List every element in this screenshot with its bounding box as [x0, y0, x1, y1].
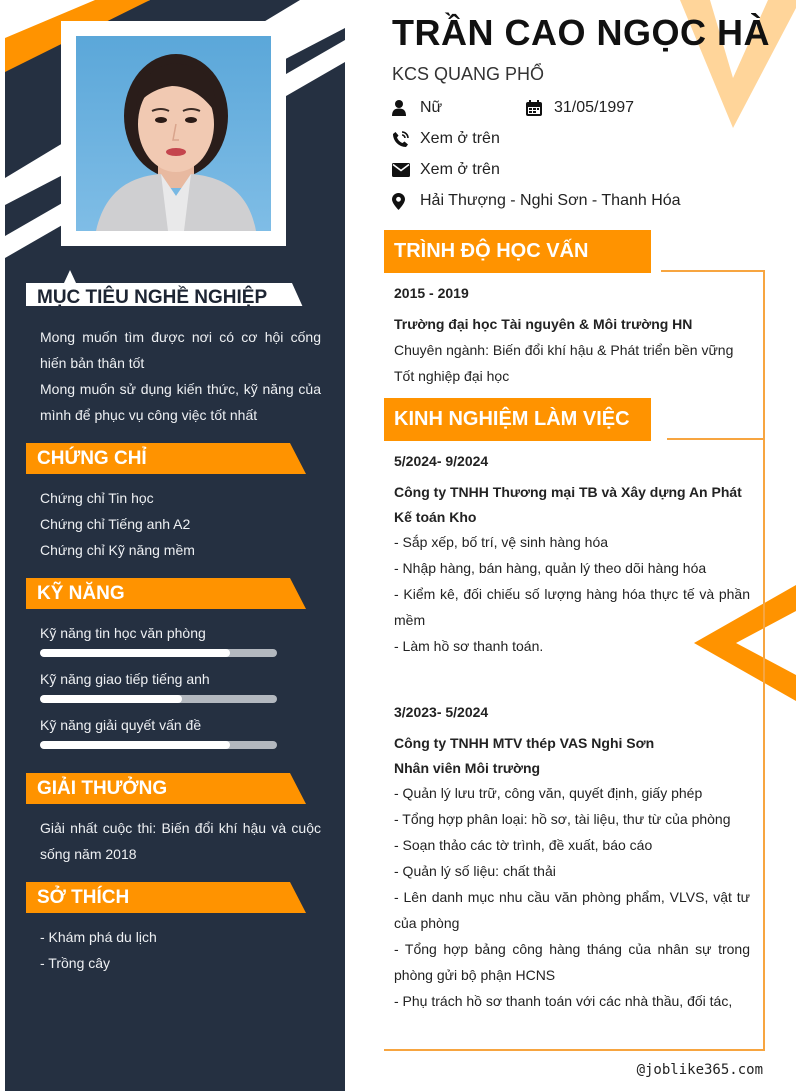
skill-item — [40, 716, 280, 749]
hobbies-heading — [26, 882, 306, 913]
certificates-list — [40, 485, 321, 563]
hobby-item: - Khám phá du lịch — [40, 929, 157, 945]
skill-bar — [40, 741, 277, 749]
candidate-name: TRẦN CAO NGỌC HÀ — [392, 12, 770, 53]
awards-list — [40, 815, 321, 867]
job-role: Kế toán Kho — [394, 509, 477, 525]
footer-website[interactable]: @joblike365.com — [636, 1062, 763, 1078]
objective-title: MỤC TIÊU NGHỀ NGHIỆP — [37, 287, 268, 308]
skill-bar-fill — [40, 741, 230, 749]
job-duty: - Lên danh mục nhu cầu văn phòng phẩm, VLVS, vật tư của phòng — [394, 889, 750, 931]
gender-row — [392, 99, 442, 117]
job-role: Nhân viên Môi trường — [394, 760, 541, 776]
phone-icon — [392, 130, 420, 148]
portrait-illustration — [76, 36, 271, 231]
birthday-row — [526, 99, 634, 117]
hobbies-list — [40, 924, 321, 976]
experience-heading-rule — [667, 438, 765, 440]
awards-title: GIẢI THƯỞNG — [37, 778, 168, 799]
award-item: Giải nhất cuộc thi: Biến đổi khí hậu và cuộc sống năm 2018 — [40, 820, 321, 862]
job-item — [394, 448, 750, 659]
job-duty: - Nhập hàng, bán hàng, quản lý theo dõi hàng hóa — [394, 560, 707, 576]
education-major: Chuyên ngành: Biến đổi khí hậu & Phát triển bền vững — [394, 342, 734, 358]
education-heading — [384, 230, 651, 273]
right-border-line — [763, 270, 765, 1051]
bottom-border-line — [384, 1049, 765, 1051]
objective-item: Mong muốn tìm được nơi có cơ hội cống hiến bản thân tốt — [40, 329, 321, 371]
job-period: 3/2023- 5/2024 — [394, 704, 489, 720]
job-period: 5/2024- 9/2024 — [394, 453, 489, 469]
job-duty: - Phụ trách hồ sơ thanh toán với các nhà thầu, đối tác, — [394, 993, 733, 1009]
objective-heading — [26, 283, 306, 314]
certificates-heading — [26, 443, 306, 474]
skill-bar-fill — [40, 649, 230, 657]
hobbies-title: SỞ THÍCH — [37, 887, 130, 908]
envelope-icon — [392, 161, 420, 179]
job-duty: - Làm hồ sơ thanh toán. — [394, 638, 544, 654]
skill-bar — [40, 649, 277, 657]
phone-value[interactable]: Xem ở trên — [420, 130, 500, 147]
job-duty: - Tổng hợp bảng công hàng tháng của nhân sự trong phòng gửi bộ phận HCNS — [394, 941, 750, 983]
certificate-item: Chứng chỉ Tin học — [40, 490, 154, 506]
job-item — [394, 699, 750, 1014]
job-duty: - Quản lý lưu trữ, công văn, quyết định, giấy phép — [394, 785, 703, 801]
job-duty: - Quản lý số liệu: chất thải — [394, 863, 556, 879]
job-duty: - Tổng hợp phân loại: hồ sơ, tài liệu, thư từ của phòng — [394, 811, 731, 827]
skill-label: Kỹ năng giao tiếp tiếng anh — [40, 671, 210, 687]
education-block — [394, 280, 750, 389]
profile-photo — [76, 36, 271, 231]
phone-row — [392, 130, 500, 148]
education-period: 2015 - 2019 — [394, 285, 469, 301]
education-title: TRÌNH ĐỘ HỌC VẤN — [394, 240, 589, 262]
education-result: Tốt nghiệp đại học — [394, 368, 510, 384]
certificate-item: Chứng chỉ Kỹ năng mềm — [40, 542, 195, 558]
job-duty: - Sắp xếp, bố trí, vệ sinh hàng hóa — [394, 534, 609, 550]
address-row — [392, 192, 681, 210]
certificate-item: Chứng chỉ Tiếng anh A2 — [40, 516, 191, 532]
education-heading-rule — [661, 270, 765, 272]
email-value[interactable]: Xem ở trên — [420, 161, 500, 178]
skill-label: Kỹ năng giải quyết vấn đề — [40, 717, 202, 733]
awards-heading — [26, 773, 306, 804]
skill-item — [40, 624, 280, 657]
certificates-title: CHỨNG CHỈ — [37, 448, 147, 469]
hobby-item: - Trồng cây — [40, 955, 111, 971]
skill-item — [40, 670, 280, 703]
address-value: Hải Thượng - Nghi Sơn - Thanh Hóa — [420, 192, 681, 209]
birthday-value: 31/05/1997 — [554, 99, 635, 116]
skill-label: Kỹ năng tin học văn phòng — [40, 625, 206, 641]
candidate-position: KCS QUANG PHỔ — [392, 64, 545, 84]
experience-heading — [384, 398, 651, 441]
map-pin-icon — [392, 192, 420, 210]
skills-heading — [26, 578, 306, 609]
skill-bar — [40, 695, 277, 703]
email-row — [392, 161, 500, 179]
objective-text — [40, 324, 321, 428]
objective-item: Mong muốn sử dụng kiến thức, kỹ năng của mình để phục vụ công việc tốt nhất — [40, 381, 321, 423]
job-company: Công ty TNHH Thương mại TB và Xây dựng An Phát — [394, 484, 742, 500]
gender-value: Nữ — [420, 99, 443, 116]
experience-title: KINH NGHIỆM LÀM VIỆC — [394, 408, 630, 430]
job-duty: - Soạn thảo các tờ trình, đề xuất, báo cáo — [394, 837, 653, 853]
profile-photo-frame — [61, 21, 286, 246]
skill-bar-fill — [40, 695, 182, 703]
job-duty: - Kiểm kê, đối chiếu số lượng hàng hóa thực tế và phần mềm — [394, 586, 750, 628]
education-school: Trường đại học Tài nguyên & Môi trường HN — [394, 316, 693, 332]
skills-title: KỸ NĂNG — [37, 583, 125, 604]
user-icon — [392, 99, 420, 117]
calendar-icon — [526, 99, 554, 117]
job-company: Công ty TNHH MTV thép VAS Nghi Sơn — [394, 735, 655, 751]
